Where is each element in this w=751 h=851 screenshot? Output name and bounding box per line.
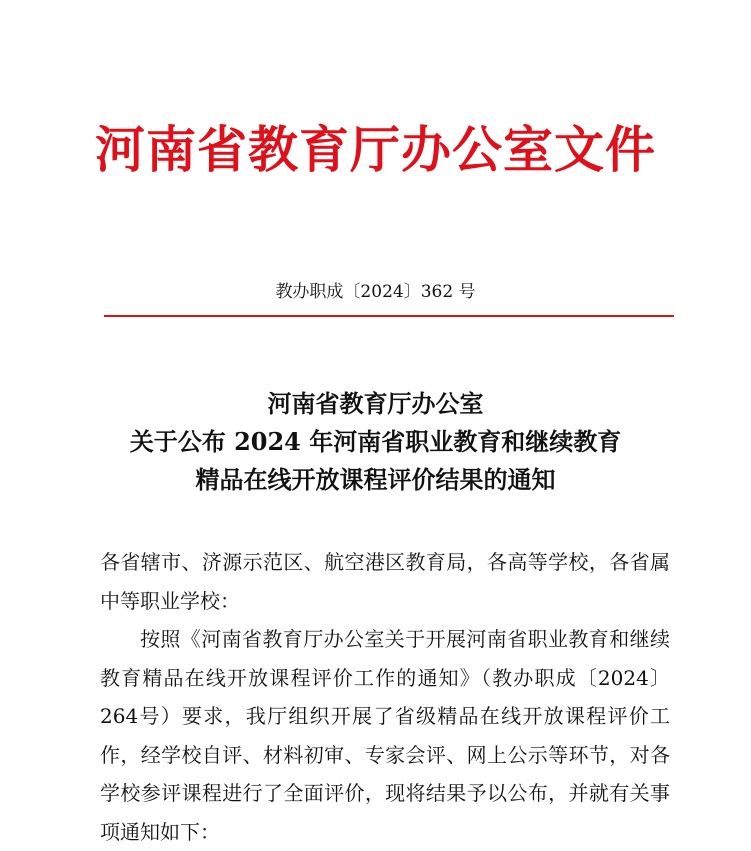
document-header-title: 河南省教育厅办公室文件 — [95, 120, 656, 179]
notice-title-line-2: 关于公布 2024 年河南省职业教育和继续教育 — [129, 427, 622, 456]
salutation: 各省辖市、济源示范区、航空港区教育局，各高等学校，各省属中等职业学校： — [100, 550, 670, 613]
document-number: 教办职成〔2024〕362 号 — [275, 282, 476, 302]
notice-title-line-3: 精品在线开放课程评价结果的通知 — [195, 465, 556, 494]
body-paragraph: 按照《河南省教育厅办公室关于开展河南省职业教育和继续教育精品在线开放课程评价工作的通知》（教办职成〔2024〕264号）要求，我厅组织开展了省级精品在线开放课程评价工作，经学校自评、材料初审、专家会评、网上公示等环节，对各学校参评课程进行了全面评价，现将结果予以公布，并就有关事项通知如下： — [100, 627, 670, 844]
notice-title — [0, 385, 751, 499]
notice-body — [100, 543, 670, 851]
notice-title-line-1: 河南省教育厅办公室 — [267, 389, 484, 418]
red-divider-line — [104, 315, 674, 317]
